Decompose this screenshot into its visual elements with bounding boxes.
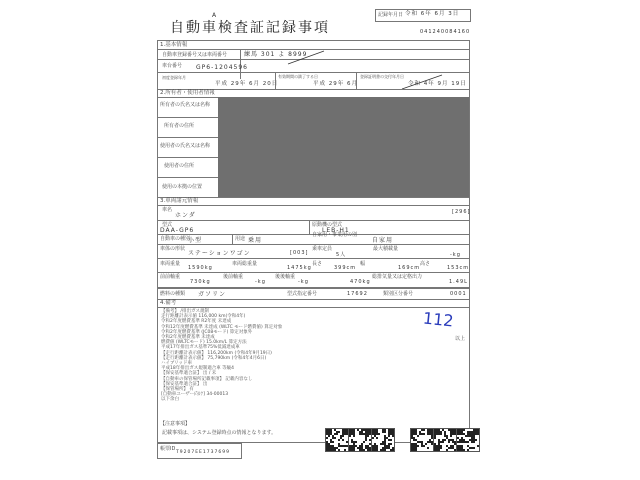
redacted-area xyxy=(218,97,469,197)
note-line: 【走行距離計表示値】 116,200km (令和4年9月19日) xyxy=(161,350,272,356)
divider xyxy=(157,197,469,198)
load-label: 最大積載量 xyxy=(373,246,399,252)
height: 153cm xyxy=(447,265,470,271)
rear2: -kg xyxy=(298,279,309,285)
expiry: 平成 29年 6月 xyxy=(313,81,358,87)
load: -kg xyxy=(450,252,461,258)
vin: GP6-1204596 xyxy=(196,64,248,71)
note-line: [自動車ユーザー向け] 34-00013 xyxy=(161,392,229,398)
expiry-label: 有効期間の満了する日 xyxy=(278,74,318,79)
user-address-label: 使用者の住所 xyxy=(164,163,195,169)
divider xyxy=(232,234,233,244)
user-name-label: 使用者の氏名又は名称 xyxy=(160,143,211,149)
capacity: 5人 xyxy=(336,252,347,258)
note-line: 令和2年度燃費基準 (JC08モード) 算定対象外 xyxy=(161,329,253,335)
vin-label: 車台番号 xyxy=(162,63,183,69)
issue-date: 令和 6年 6月 3日 xyxy=(405,11,460,17)
qr-code xyxy=(348,428,372,452)
class-no: 0001 xyxy=(450,291,467,297)
header-mark: A xyxy=(212,12,217,19)
divider xyxy=(157,307,469,308)
owner-name-label: 所有者の氏名又は名称 xyxy=(160,102,211,108)
body-label: 自動車の種別 xyxy=(160,236,191,242)
note-line: 【備考】 /排出ガス規制 xyxy=(161,309,209,314)
type-no-label: 型式指定番号 xyxy=(287,291,318,297)
issue-date-label: 記録年月日 xyxy=(378,12,404,18)
capacity-label: 乗車定員 xyxy=(312,246,333,252)
note-line: ハイブリッド車 xyxy=(161,361,193,367)
note-line: 令和2年度燃費基準 未達成 xyxy=(161,335,215,341)
note-line: 【保安基準適合証】 出 / 未 xyxy=(161,371,217,377)
divider xyxy=(157,137,219,138)
qr-code xyxy=(410,428,434,452)
width: 169cm xyxy=(398,265,421,271)
length-label: 長さ xyxy=(312,261,323,267)
issue-date-box xyxy=(375,9,471,22)
divider xyxy=(157,272,469,273)
base-location-label: 使用の本拠の位置 xyxy=(162,184,203,190)
other-date: 令和 4年 9月 19日 xyxy=(408,81,467,87)
section1-heading: 1.基本情報 xyxy=(160,42,188,48)
shape: ステーションワゴン xyxy=(188,250,251,257)
divider xyxy=(157,258,469,259)
note-line: 【自動車の保管場所記載事項】 記載内容なし xyxy=(161,376,253,382)
note-line: 【走行距離計表示値】 75,790km (令和4年4月6日) xyxy=(161,355,267,361)
qr-code xyxy=(325,428,349,452)
info-text: 記載事項は、システム登録時点の情報となります。 xyxy=(162,430,277,436)
section3-heading: 3.車両諸元情報 xyxy=(160,198,199,204)
info-heading: 【注意事項】 xyxy=(160,421,191,427)
divider xyxy=(157,244,469,245)
qr-code xyxy=(456,428,480,452)
maker-label: 車名 xyxy=(162,207,173,213)
maker-code: [296] xyxy=(452,209,471,215)
body-type: 小型 xyxy=(188,237,203,244)
id-label: 帳票ID xyxy=(160,446,176,452)
section4-heading: 4.備考 xyxy=(160,300,177,306)
length: 399cm xyxy=(334,265,357,271)
use-type: 乗用 xyxy=(248,237,263,244)
divider xyxy=(157,220,469,221)
note-line: 令和12年度燃費基準 未達成 (WLTC モード燃費値) 算定対象 xyxy=(161,324,283,330)
height-label: 高さ xyxy=(420,261,431,267)
rear-axle: -kg xyxy=(255,279,266,285)
note-line: 令和2年度燃費基準 R2年度 未達成 xyxy=(161,319,232,325)
reg-no: 練馬 301 よ 8999 xyxy=(244,51,308,58)
corner-note: 以上 xyxy=(455,336,466,342)
shape-label: 車体の形状 xyxy=(160,246,186,252)
note-line: 【保安基準適合証】 出 xyxy=(161,381,208,387)
section2-heading: 2.所有者・使用者情報 xyxy=(160,90,215,96)
divider xyxy=(275,72,276,89)
fuel-label: 燃料の種類 xyxy=(160,291,186,297)
rear3: 470kg xyxy=(350,279,371,285)
front-axle: 730kg xyxy=(190,279,211,285)
note-line: 以下余白 xyxy=(161,397,179,403)
qr-code xyxy=(371,428,395,452)
note-line: 平成18年排出ガス規制適合車 等級4 xyxy=(161,366,235,372)
use-label: 用途 xyxy=(235,236,246,242)
weight: 1590kg xyxy=(188,265,213,271)
engine-label: 原動機の型式 xyxy=(312,222,343,228)
note-line: 平成17年排出ガス基準75%低減達成車 xyxy=(161,345,240,351)
first-reg-label: 初度登録年月 xyxy=(162,75,186,80)
purpose: 自家用 xyxy=(372,237,394,244)
displacement: 1.49L xyxy=(449,279,468,285)
strike-mark xyxy=(286,48,326,68)
rear2-label: 後後軸重 xyxy=(275,274,296,280)
note-line: 【保管場所】 有 xyxy=(161,387,194,393)
divider xyxy=(157,117,219,118)
model-label: 型式 xyxy=(162,222,173,228)
front-axle-label: 前前軸重 xyxy=(160,274,181,280)
qr-code xyxy=(433,428,457,452)
divider xyxy=(157,299,469,300)
fuel: ガソリン xyxy=(198,291,227,298)
model: DAA-GP6 xyxy=(160,227,195,234)
gross: 1475kg xyxy=(287,265,312,271)
divider xyxy=(157,157,219,158)
note-line: 走行距離計表示値 116,000 km(令和4年) xyxy=(161,314,246,320)
rear-axle-label: 後前軸重 xyxy=(223,274,244,280)
engine: LEB-H1 xyxy=(322,227,350,234)
reg-no-label: 自動車登録番号又は車両番号 xyxy=(162,52,228,58)
divider xyxy=(157,205,469,206)
width-label: 幅 xyxy=(360,261,366,267)
maker: ホンダ xyxy=(175,212,196,219)
displacement-label: 総排気量又は定格出力 xyxy=(372,274,423,280)
handwritten-number: 112 xyxy=(422,308,455,331)
class-no-label: 類別区分番号 xyxy=(383,291,414,297)
shape-code: [003] xyxy=(290,250,309,256)
first-reg: 平成 29年 6月 20日 xyxy=(215,81,279,87)
page-title: 自動車検査証記録事項 xyxy=(170,20,330,36)
type-no: 17692 xyxy=(347,291,368,297)
notes-list xyxy=(161,309,381,403)
divider xyxy=(157,177,219,178)
id-value: T9207EE1737699 xyxy=(176,450,230,455)
doc-number: 041240084160 xyxy=(420,29,471,35)
other-label: 登録証明書の交付年月日 xyxy=(360,74,404,79)
weight-label: 車両重量 xyxy=(160,261,181,267)
purpose-label: 自家用・事業用の別 xyxy=(312,232,358,238)
divider xyxy=(309,220,310,234)
owner-address-label: 所有者の住所 xyxy=(164,123,195,129)
gross-label: 車両総重量 xyxy=(232,261,258,267)
note-line: 燃費値 (WLTCモード) 15.0km/L 算定方法 xyxy=(161,340,247,346)
divider xyxy=(356,72,357,89)
